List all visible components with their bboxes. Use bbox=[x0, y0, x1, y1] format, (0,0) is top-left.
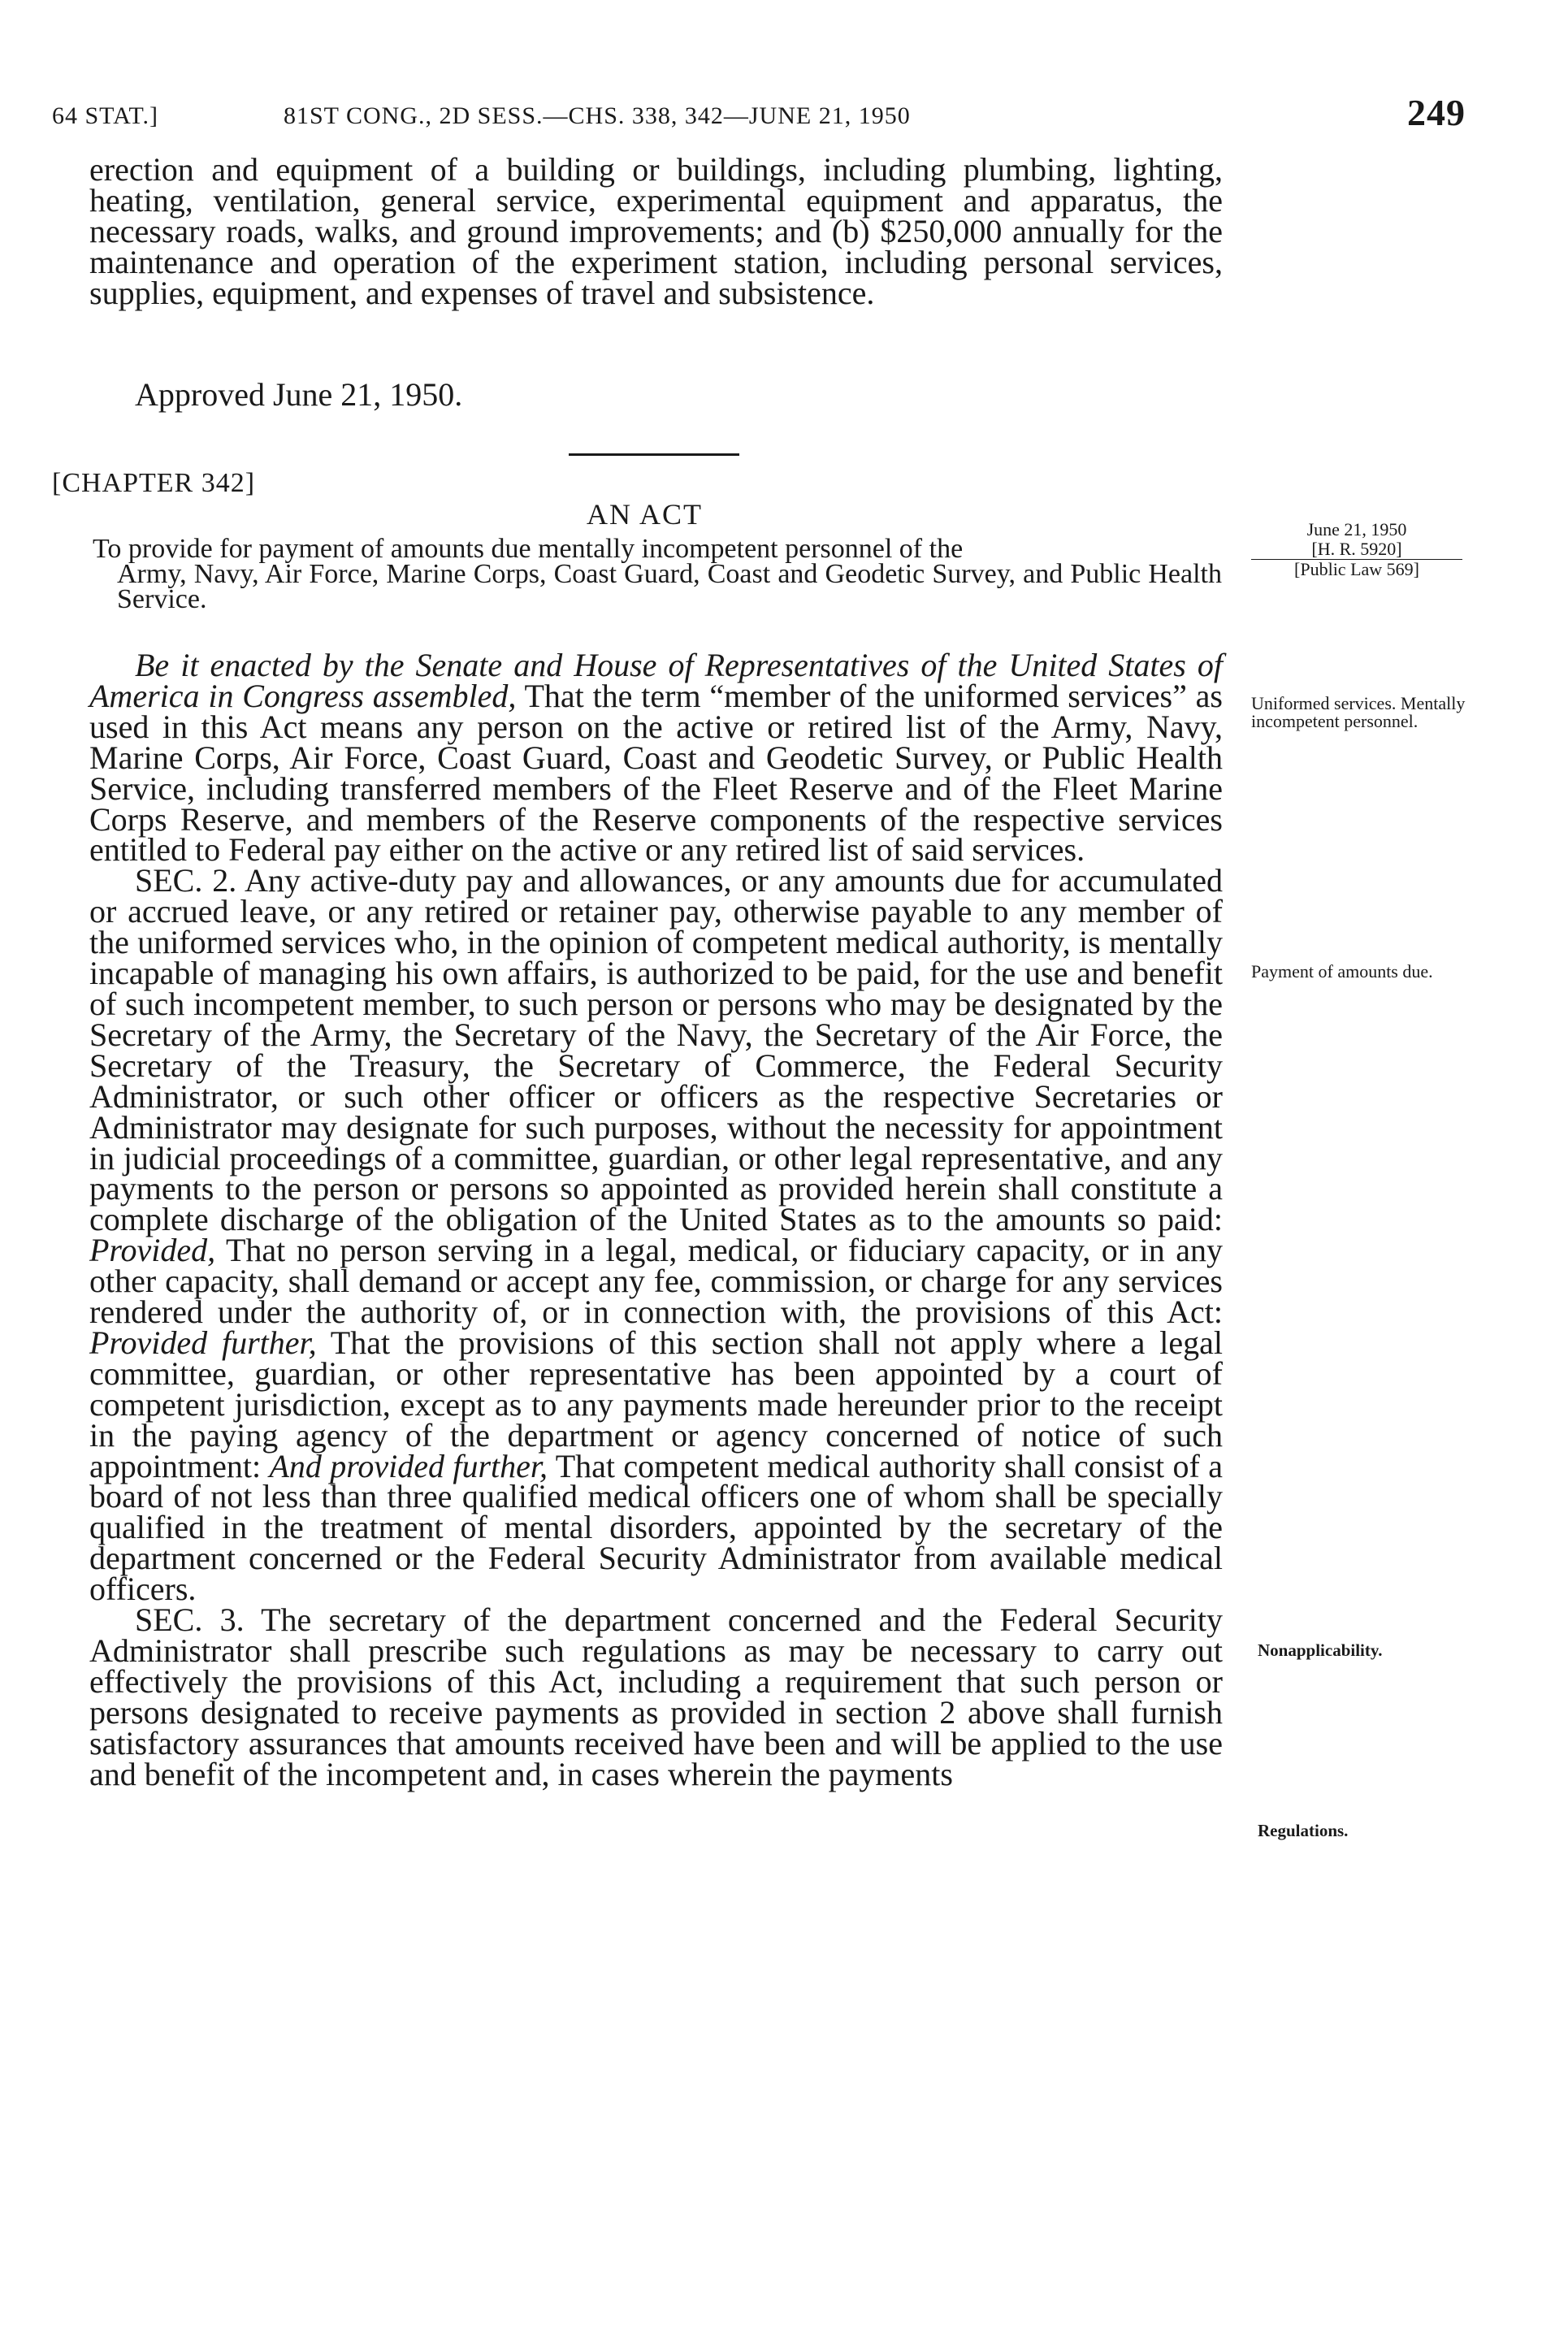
margin-public-law: [Public Law 569] bbox=[1294, 559, 1419, 579]
margin-note-nonapplicability: Nonapplicability. bbox=[1258, 1640, 1383, 1660]
section-1-text: That the term “member of the uniformed services” as used in this Act means any person on the active or retired list of the Army, Navy, Marine Corps, Air Force, Coast Guard, Coast and Geodetic Survey, or Public Health Service, including transferred members of the Fleet Reserve and of the Fleet Marine Corps Reserve, and members of the Reserve components of the respective services entitled to Federal pay either on the active or any retired list of said services. bbox=[89, 677, 1223, 869]
congress-session: 81ST CONG., 2D SESS.—CHS. 338, 342—JUNE 21, 1950 bbox=[284, 102, 911, 129]
act-title-line2: Army, Navy, Air Force, Marine Corps, Coast Guard, Coast and Geodetic Survey, and Public Health Service. bbox=[117, 559, 1222, 614]
act-title-line1: To provide for payment of amounts due mentally incompetent personnel of the bbox=[93, 534, 964, 564]
margin-note-uniformed: Uniformed services. Mentally incompetent personnel. bbox=[1251, 693, 1466, 731]
section-3-text: The secretary of the department concerned and the Federal Security Administrator shall prescribe such regulations as may be necessary to carry out effectively the provisions of this Act, including a requirement that such person or persons designated to receive payments as provided in section 2 above shall furnish satisfactory assurances that amounts received have been and will be applied to the use and benefit of the incompetent and, in cases wherein the payments bbox=[89, 1601, 1223, 1792]
margin-bill: [H. R. 5920] bbox=[1251, 540, 1462, 560]
section-2 bbox=[89, 862, 1224, 1608]
section-2-text-b: That no person serving in a legal, medical, or fiduciary capacity, or in any other capacity, shall demand or accept any fee, commission, or charge for any services rendered under the authority of, or in connection with, the provisions of this Act: bbox=[89, 1232, 1223, 1331]
page-header bbox=[52, 91, 1466, 140]
page-number: 249 bbox=[1407, 92, 1466, 133]
proviso-3: And provided further, bbox=[269, 1447, 548, 1484]
proviso-1: Provided, bbox=[89, 1232, 216, 1269]
proviso-2: Provided further, bbox=[89, 1324, 317, 1361]
margin-note-regulations: Regulations. bbox=[1258, 1821, 1349, 1840]
act-title bbox=[93, 536, 1222, 612]
act-heading: AN ACT bbox=[587, 498, 704, 531]
section-2-text-d: That competent medical authority shall consist of a board of not less than three qualified medical officers one of whom shall be specially qualified in the treatment of mental disorders, appointed by the secretary of the department concerned or the Federal Security Administrator from available medical officers. bbox=[89, 1447, 1224, 1608]
section-3 bbox=[89, 1601, 1223, 1792]
section-2-text-c: That the provisions of this section shall not apply where a legal committee, guardian, or other representative has been appointed by a court of competent jurisdiction, except as to any payments made hereunder prior to the receipt in the paying agency of the department or agency concerned of notice of such appointment: bbox=[89, 1324, 1223, 1484]
stat-reference: 64 STAT.] bbox=[52, 102, 159, 129]
enacting-clause: Be it enacted by the Senate and House of Representatives of the United States of America in Congress assembled, bbox=[89, 647, 1223, 714]
continuation-text: erection and equipment of a building or buildings, including plumbing, lighting, heating, ventilation, general service, experimental equipment and apparatus, the necessary roads, walks, and ground improvements; and (b) $250,000 annually for the maintenance and operation of the experiment station, including personal services, supplies, equipment, and expenses of travel and subsistence. bbox=[89, 151, 1223, 311]
margin-date: June 21, 1950 bbox=[1306, 519, 1407, 540]
section-divider bbox=[569, 453, 739, 456]
margin-note-payment: Payment of amounts due. bbox=[1251, 961, 1433, 982]
section-2-text-a: Any active-duty pay and allowances, or any amounts due for accumulated or accrued leave, or any retired or retainer pay, otherwise payable to any member of the uniformed services who, in the opinion of competent medical authority, is mentally incapable of managing his own affairs, is authorized to be paid, for the use and benefit of such incompetent member, to such person or persons who may be designated by the Secretary of the Army, the Secretary of the Navy, the Secretary of the Air Force, the Secretary of the Treasury, the Secretary of Commerce, the Federal Security Administrator, or such other officer or officers as the respective Secretaries or Administrator may designate for such purposes, without the necessity for appointment in judicial proceedings of a committee, guardian, or other legal representative, and any payments to the person or persons so appointed as provided herein shall constitute a complete discharge of the obligation of the United States as to the amounts so paid: bbox=[89, 862, 1224, 1238]
section-1 bbox=[89, 647, 1223, 869]
section-2-label: SEC. 2. bbox=[135, 862, 237, 899]
section-3-label: SEC. 3. bbox=[135, 1601, 245, 1639]
act-body bbox=[89, 647, 1224, 1792]
continuation-paragraph bbox=[89, 151, 1223, 311]
margin-date-note bbox=[1251, 520, 1462, 579]
approval-line: Approved June 21, 1950. bbox=[135, 376, 463, 413]
chapter-label: [CHAPTER 342] bbox=[52, 468, 256, 498]
